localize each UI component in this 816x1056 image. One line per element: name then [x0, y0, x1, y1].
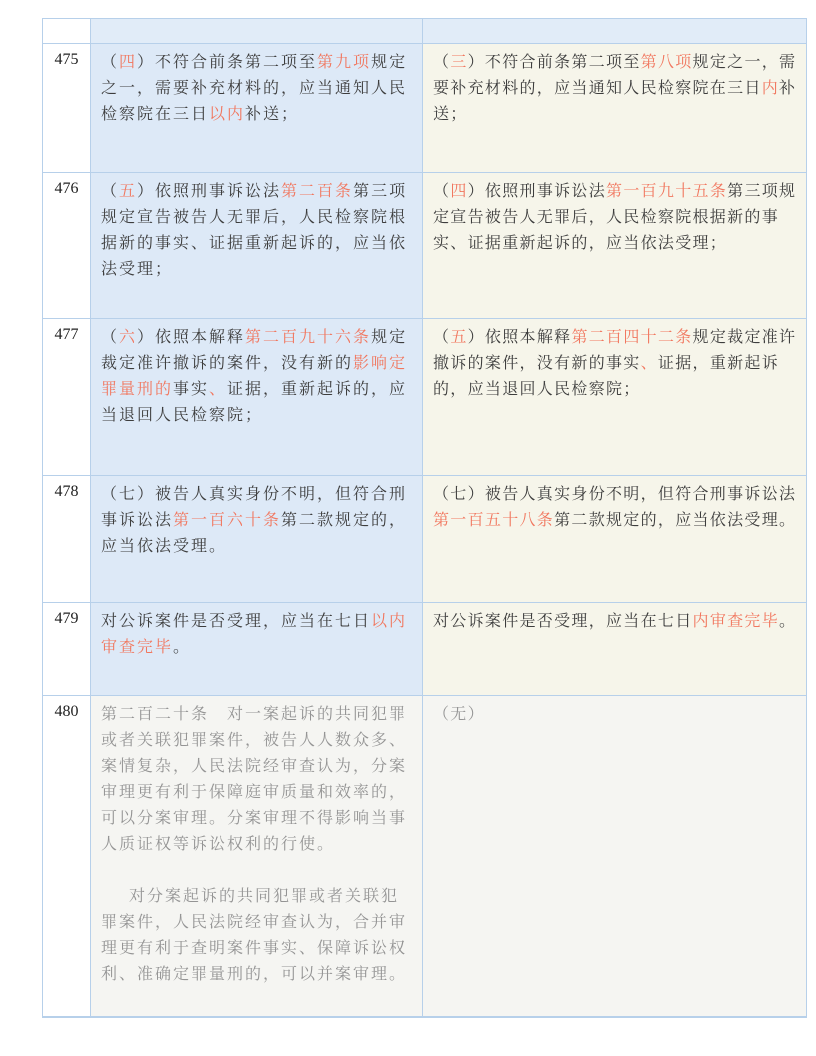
text-segment: ）不符合前条第二项至	[467, 54, 641, 71]
paragraph: 对分案起诉的共同犯罪或者关联犯罪案件，人民法院经审查认为，合并审理更有利于查明案件事实、保障诉讼权利、准确定罪量刑的，可以并案审理。	[101, 888, 408, 983]
new-version-cell	[423, 44, 807, 173]
changed-text: 内审查完毕	[692, 613, 780, 630]
new-version-cell	[423, 476, 807, 603]
row-number: 476	[43, 173, 91, 319]
table-row	[43, 476, 807, 603]
changed-text: 以内审查完毕	[101, 613, 408, 656]
changed-text: 以内	[209, 106, 246, 123]
changed-text: 第一百六十条	[173, 512, 282, 529]
text-segment: 证据，重新起诉的，应当退回人民检察院；	[101, 381, 408, 424]
row-number: 479	[43, 603, 91, 696]
changed-text: 第二百九十六条	[245, 329, 372, 346]
text-segment: ）依照刑事诉讼法	[137, 183, 282, 200]
changed-text: 内	[761, 80, 780, 97]
changed-text: 第八项	[640, 54, 693, 71]
row-number: 475	[43, 44, 91, 173]
text-segment: 第三项规定宣告被告人无罪后，人民检察院根据新的事实、证据重新起诉的，应当依法受理；	[101, 183, 408, 278]
text-segment: （	[101, 329, 120, 346]
text-segment: 补送；	[433, 80, 797, 123]
text-segment: 规定裁定准许撤诉的案件，没有新的事实	[433, 329, 797, 372]
changed-text: 第二百四十二条	[571, 329, 693, 346]
changed-text: 六	[119, 329, 138, 346]
new-version-cell	[423, 696, 807, 1017]
text-segment: （七）被告人真实身份不明，但符合刑事诉讼法	[433, 486, 797, 503]
old-version-text	[91, 476, 422, 566]
changed-text: 三	[450, 54, 468, 71]
table-row	[43, 319, 807, 476]
text-segment: ）依照本解释	[467, 329, 572, 346]
row-number: 477	[43, 319, 91, 476]
changed-text: 四	[450, 183, 468, 200]
text-segment: （	[101, 183, 120, 200]
text-segment: ）不符合前条第二项至	[137, 54, 318, 71]
text-segment: ）依照本解释	[137, 329, 246, 346]
new-version-cell	[423, 603, 807, 696]
changed-text: 四	[119, 54, 138, 71]
new-version-cell	[423, 319, 807, 476]
diff-table	[42, 18, 807, 1018]
old-version-text	[91, 696, 422, 994]
old-version-cell	[91, 173, 423, 319]
new-version-text	[423, 476, 806, 540]
header-row	[43, 19, 807, 44]
comparison-table-body	[43, 44, 807, 1017]
text-segment: 对公诉案件是否受理，应当在七日	[101, 613, 372, 630]
row-number: 478	[43, 476, 91, 603]
header-old-version-cell	[91, 19, 423, 44]
text-segment: 第二款规定的，应当依法受理。	[554, 512, 797, 529]
paragraph: 第二百二十条 对一案起诉的共同犯罪或者关联犯罪案件，被告人人数众多、案情复杂，人民法院经审查认为，分案审理更有利于保障庭审质量和效率的，可以分案审理。分案审理不得影响当事人质证权等诉讼权利的行使。	[101, 706, 408, 853]
text-segment: （	[433, 54, 451, 71]
row-number: 480	[43, 696, 91, 1017]
text-segment: 第三项规定宣告被告人无罪后，人民检察院根据新的事实、证据重新起诉的，应当依法受理；	[433, 183, 797, 252]
text-segment: 补送；	[245, 106, 300, 123]
table-row	[43, 603, 807, 696]
old-version-cell	[91, 319, 423, 476]
changed-text: 五	[450, 329, 468, 346]
old-version-text	[91, 603, 422, 667]
text-segment: （无）	[433, 706, 485, 723]
old-version-text	[91, 319, 422, 435]
changed-text: 第二百条	[281, 183, 354, 200]
changed-text: 、	[209, 381, 228, 398]
text-segment: 证据，重新起诉的，应当退回人民检察院；	[433, 355, 780, 398]
text-segment: （	[433, 329, 451, 346]
text-segment: 规定裁定准许撤诉的案件，没有新的	[101, 329, 408, 372]
text-segment: 。	[779, 613, 797, 630]
new-version-text	[423, 173, 806, 263]
new-version-text	[423, 44, 806, 134]
header-number-cell	[43, 19, 91, 44]
table-row	[43, 696, 807, 1017]
text-segment: （七）被告人真实身份不明，但符合刑事诉讼法	[101, 486, 408, 529]
changed-text: 影响定罪量刑的	[101, 355, 408, 398]
text-segment: 规定之一，需要补充材料的，应当通知人民检察院在三日	[433, 54, 797, 97]
text-segment: 第二款规定的，应当依法受理。	[101, 512, 408, 555]
text-segment: 。	[173, 639, 192, 656]
changed-text: 五	[119, 183, 138, 200]
changed-text: 第一百九十五条	[606, 183, 728, 200]
new-version-cell	[423, 173, 807, 319]
text-segment: 事实	[173, 381, 210, 398]
changed-text: 、	[640, 355, 658, 372]
text-segment: ）依照刑事诉讼法	[467, 183, 607, 200]
new-version-text	[423, 696, 806, 734]
text-segment: （	[433, 183, 451, 200]
header-new-version-cell	[423, 19, 807, 44]
new-version-text	[423, 603, 806, 641]
old-version-cell	[91, 44, 423, 173]
new-version-text	[423, 319, 806, 409]
old-version-text	[91, 44, 422, 134]
text-segment: （	[101, 54, 120, 71]
text-segment: 对公诉案件是否受理，应当在七日	[433, 613, 693, 630]
text-segment: 规定之一，需要补充材料的，应当通知人民检察院在三日	[101, 54, 408, 123]
table-row	[43, 173, 807, 319]
old-version-cell	[91, 476, 423, 603]
changed-text: 第九项	[317, 54, 372, 71]
table-row	[43, 44, 807, 173]
old-version-cell	[91, 603, 423, 696]
changed-text: 第一百五十八条	[433, 512, 555, 529]
old-version-text	[91, 173, 422, 289]
old-version-cell	[91, 696, 423, 1017]
